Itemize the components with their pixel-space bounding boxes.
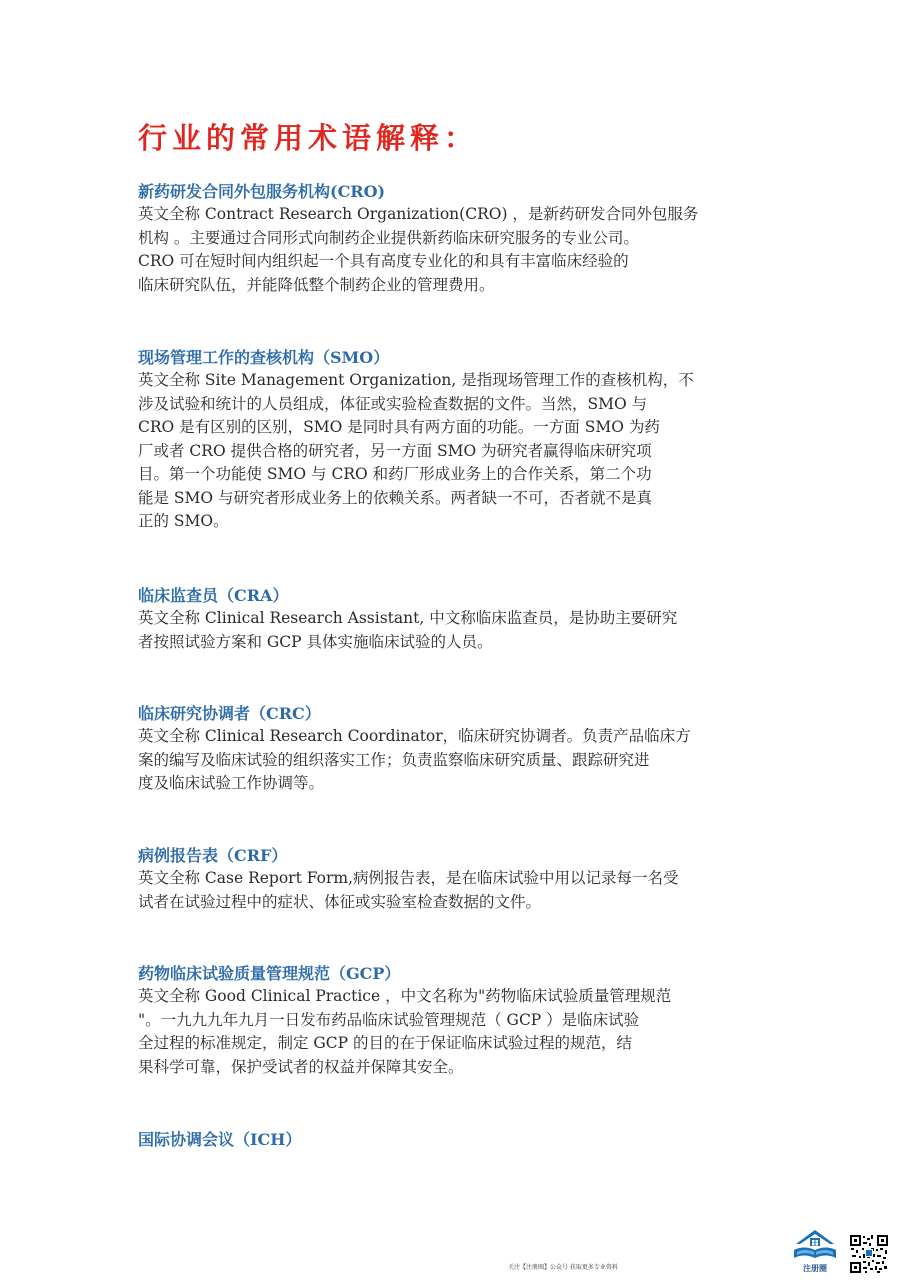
section-crf	[138, 845, 770, 914]
section-heading: 病例报告表（CRF）	[138, 846, 288, 865]
section-body: 英文全称 Case Report Form,病例报告表，是在临床试验中用以记录每一名受 试者在试验过程中的症状、体征或实验室检查数据的文件。	[138, 869, 679, 911]
logo-label: 注册圈	[803, 1264, 827, 1273]
qr-code-icon	[849, 1234, 889, 1274]
section-crc	[138, 703, 770, 796]
section-heading: 临床研究协调者（CRC）	[138, 704, 321, 723]
section-body: 英文全称 Good Clinical Practice ，中文名称为"药物临床试验质量管理规范 "。一九九九年九月一日发布药品临床试验管理规范（ GCP ）是临床试验 全过程的标准规定，制定 GCP 的目的在于保证临床试验过程的规范，结 果科学可靠，保护受试者的权益并保障其安全。	[138, 987, 672, 1076]
section-cro	[138, 181, 770, 297]
section-smo	[138, 347, 770, 534]
section-body: 英文全称 Site Management Organization, 是指现场管理工作的查核机构，不 涉及试验和统计的人员组成，体征或实验检查数据的文件。当然，SMO 与 CRO 是有区别的区别，SMO 是同时具有两方面的功能。一方面 SMO 为药 厂或者 CRO 提供合格的研究者，另一方面 SMO 为研究者赢得临床研究项 目。第一个功能使 SMO 与 CRO 和药厂形成业务上的合作关系，第二个功 能是 SMO 与研究者形成业务上的依赖关系。两者缺一不可，否者就不是真 正的 SMO。	[138, 371, 694, 530]
brand-logo	[790, 1228, 840, 1274]
section-heading: 药物临床试验质量管理规范（GCP）	[138, 964, 401, 983]
qr-code	[849, 1234, 889, 1274]
section-heading: 临床监查员（CRA）	[138, 586, 289, 605]
section-cra	[138, 585, 770, 654]
section-body: 英文全称 Contract Research Organization(CRO) ，是新药研发合同外包服务 机构 。主要通过合同形式向制药企业提供新药临床研究服务的专业公司。 CRO 可在短时间内组织起一个具有高度专业化的和具有丰富临床经验的 临床研究队伍，并能降低整个制药企业的管理费用。	[138, 205, 699, 294]
section-heading: 新药研发合同外包服务机构(CRO)	[138, 182, 386, 201]
footer-promo-text: 关注【注册圈】公众号 获取更多专业资料	[508, 1264, 618, 1271]
page-title: 行业的常用术语解释：	[138, 121, 479, 155]
house-book-icon	[790, 1228, 840, 1262]
section-body: 英文全称 Clinical Research Coordinator，临床研究协调者。负责产品临床方 案的编写及临床试验的组织落实工作；负责监察临床研究质量、跟踪研究进 度及临床试验工作协调等。	[138, 727, 691, 792]
section-heading: 现场管理工作的查核机构（SMO）	[138, 348, 390, 367]
section-ich	[138, 1129, 770, 1151]
section-heading: 国际协调会议（ICH）	[138, 1130, 302, 1149]
section-gcp	[138, 963, 770, 1079]
section-body: 英文全称 Clinical Research Assistant, 中文称临床监查员，是协助主要研究 者按照试验方案和 GCP 具体实施临床试验的人员。	[138, 609, 678, 651]
